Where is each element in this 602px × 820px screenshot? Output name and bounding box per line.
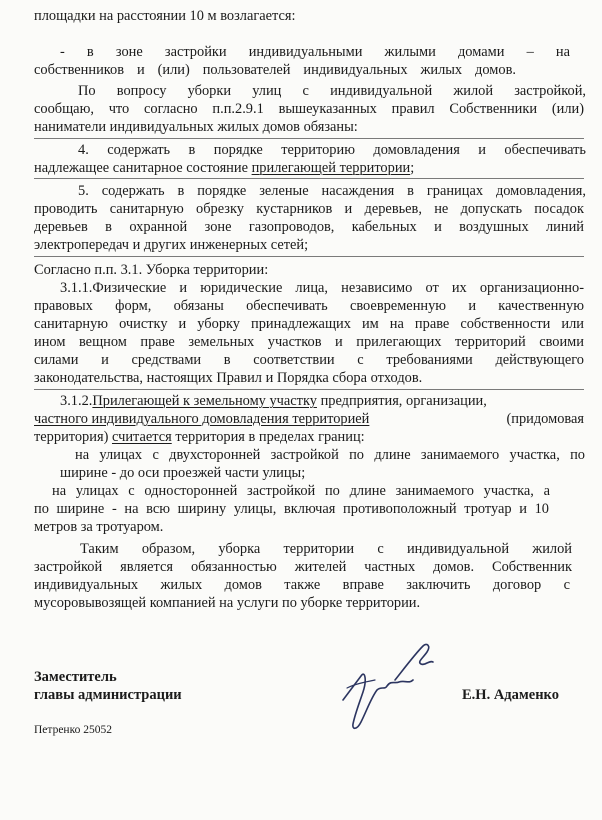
text-line: площадки на расстоянии 10 м возлагается: [34,8,296,24]
executor-note: Петренко 25052 [34,724,112,736]
text-line: метров за тротуаром. [34,519,164,535]
text-line: индивидуальных жилых домов также вправе заключить договор с [34,577,570,593]
text-line: частного индивидуального домовладения территорией (придомовая [34,411,584,427]
signer-position: Заместитель [34,669,117,685]
text-line: электропередач и других инженерных сетей; [34,237,309,253]
text-line: деревьев в охранной зоне газопроводов, кабельных и воздушных линий [34,219,584,235]
text-line: ширине - до оси проезжей части улицы; [60,465,306,481]
text-line: 3.1.1.Физические и юридические лица, независимо от их организационно- [60,280,584,296]
underlined-term: прилегающей территории [251,160,411,176]
text-line: по ширине - на всю ширину улицы, включая противоположный тротуар и 10 [34,501,549,517]
text-line: Таким образом, уборка территории с индивидуальной жилой [80,541,572,557]
divider [34,389,584,390]
divider [34,178,584,179]
text-line: правовых форм, обязаны обеспечивать своевременную и качественную [34,298,584,314]
divider [34,256,584,257]
text-line: застройкой является обязанностью жителей частных домов. Собственник [34,559,572,575]
text-line: надлежащее санитарное состояние прилегающей территории; [34,160,415,176]
text-line: 4. содержать в порядке территорию домовладения и обеспечивать [78,142,586,158]
underlined-term: частного индивидуального домовладения территорией [34,411,370,427]
underlined-term: Прилегающей к земельному участку [92,393,317,409]
text-line: собственников и (или) пользователей индивидуальных жилых домов. [34,62,516,78]
underlined-term: считается [111,429,172,445]
text-line: сообщаю, что согласно п.п.2.9.1 вышеуказанных правил Собственники (или) [34,101,584,117]
text-line: ином вещном праве земельных участков и прилегающих территорий своими [34,334,584,350]
text-line: территория) считается территория в пределах границ: [34,429,365,445]
text-line: силами и средствами в соответствии с требованиями действующего [34,352,584,368]
text-line: на улицах с односторонней застройкой по длине занимаемого участка, а [52,483,550,499]
text-line: проводить санитарную обрезку кустарников и деревьев, не допускать посадок [34,201,584,217]
text-line: мусоровывозящей компанией на услуги по уборке территории. [34,595,421,611]
text-line: наниматели индивидуальных жилых домов обязаны: [34,119,358,135]
text-line: По вопросу уборки улиц с индивидуальной жилой застройкой, [78,83,586,99]
text-line: 3.1.2.Прилегающей к земельному участку предприятия, организации, [60,393,487,409]
text-line: 5. содержать в порядке зеленые насаждения в границах домовладения, [78,183,586,199]
text-line: на улицах с двухсторонней застройкой по длине занимаемого участка, по [75,447,585,463]
text-line: санитарную очистку и уборку принадлежащих им на праве собственности или [34,316,584,332]
signer-position: главы администрации [34,687,182,703]
text-line: законодательства, настоящих Правил и Порядка сбора отходов. [34,370,423,386]
handwritten-signature [325,640,445,740]
text-line: Согласно п.п. 3.1. Уборка территории: [34,262,269,278]
text-line: - в зоне застройки индивидуальными жилыми домами – на [60,44,570,60]
signer-name: Е.Н. Адаменко [462,687,559,703]
divider [34,138,584,139]
